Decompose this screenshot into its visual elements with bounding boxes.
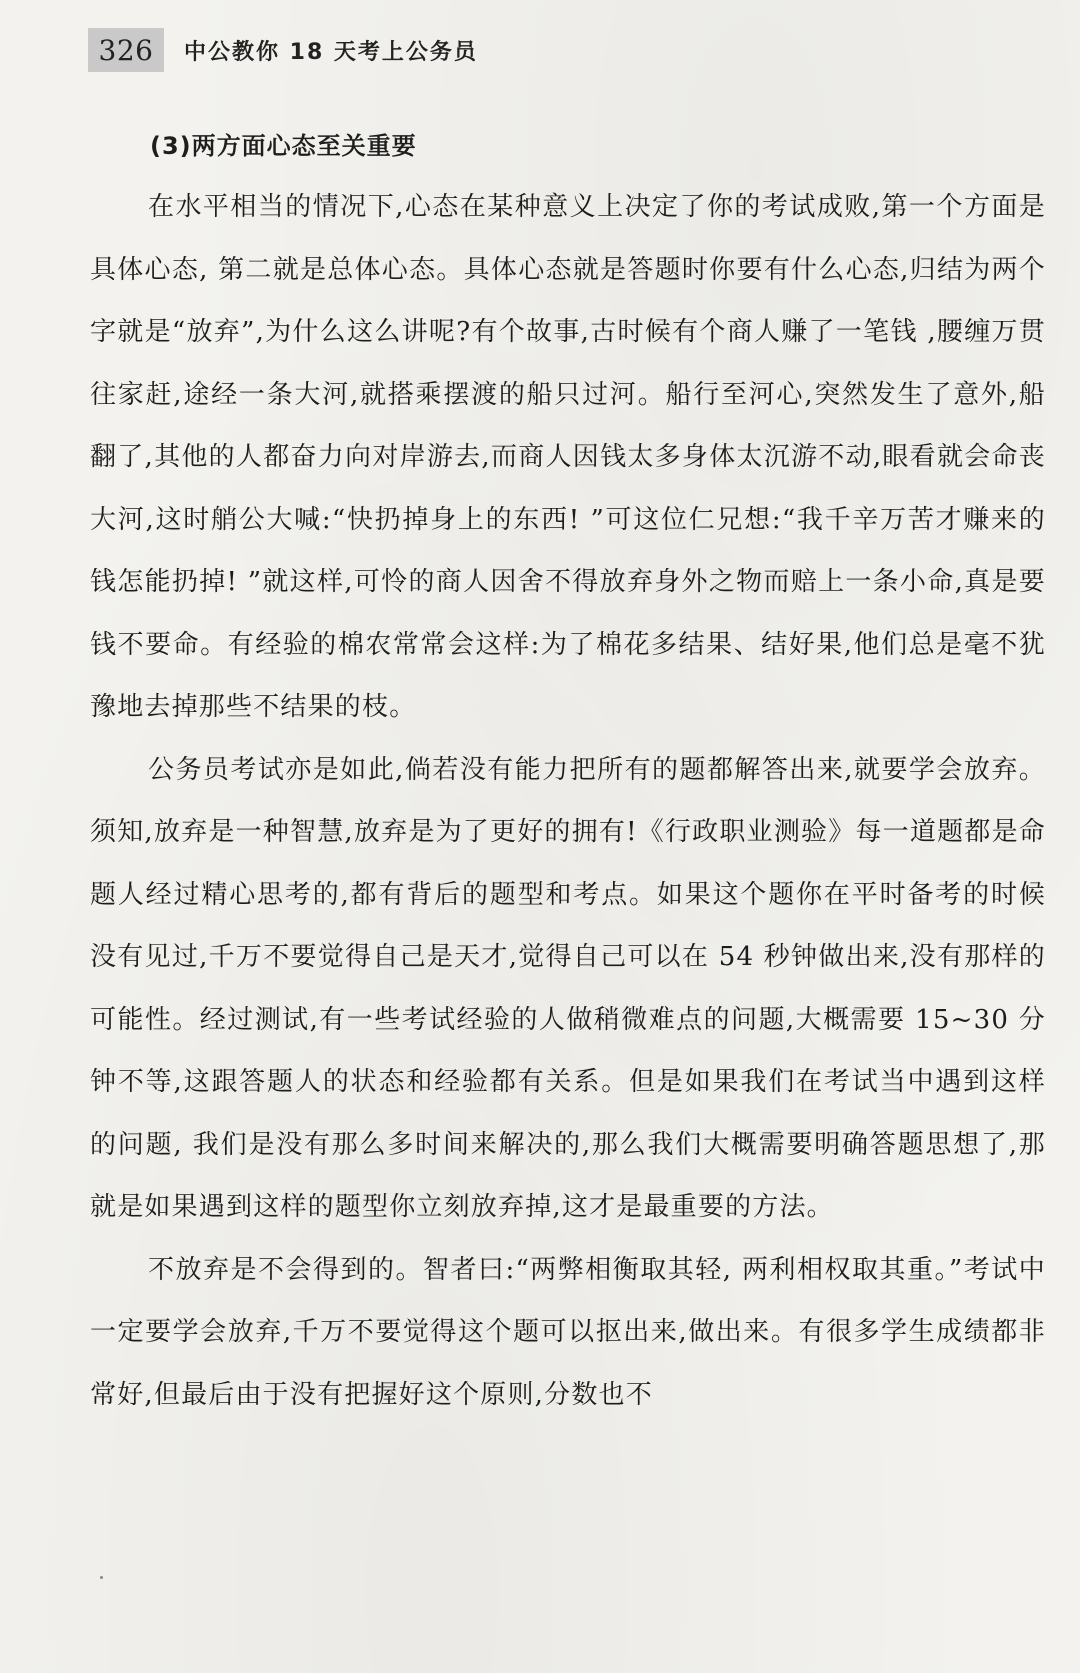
running-title: 中公教你 18 天考上公务员 [184,39,478,65]
page-header [88,28,478,72]
page-number: 326 [88,28,164,72]
body-text [90,176,1046,1426]
section-heading: (3)两方面心态至关重要 [150,132,417,160]
print-speck [100,1576,103,1579]
paragraph-give-up-principle: 不放弃是不会得到的。智者曰:“两弊相衡取其轻, 两利相权取其重。”考试中一定要学会放弃,千万不要觉得这个题可以抠出来,做出来。有很多学生成绩都非常好,但最后由于没有把握好这个原则,分数也不 [90,1254,1046,1410]
paragraph-mindset-story: 在水平相当的情况下,心态在某种意义上决定了你的考试成败,第一个方面是具体心态, 第二就是总体心态。具体心态就是答题时你要有什么心态,归结为两个字就是“放弃”,为什么这么讲呢?有个故事,古时候有个商人赚了一笔钱 ,腰缠万贯往家赶,途经一条大河,就搭乘摆渡的船只过河。船行至河心,突然发生了意外,船翻了,其他的人都奋力向对岸游去,而商人因钱太多身体太沉游不动,眼看就会命丧大河,这时艄公大喊:“快扔掉身上的东西! ”可这位仁兄想:“我千辛万苦才赚来的钱怎能扔掉! ”就这样,可怜的商人因舍不得放弃身外之物而赔上一条小命,真是要钱不要命。有经验的棉农常常会这样:为了棉花多结果、结好果,他们总是毫不犹豫地去掉那些不结果的枝。 [90,192,1046,722]
paragraph-exam-strategy: 公务员考试亦是如此,倘若没有能力把所有的题都解答出来,就要学会放弃。须知,放弃是一种智慧,放弃是为了更好的拥有!《行政职业测验》每一道题都是命题人经过精心思考的,都有背后的题型和考点。如果这个题你在平时备考的时候没有见过,千万不要觉得自己是天才,觉得自己可以在 54 秒钟做出来,没有那样的可能性。经过测试,有一些考试经验的人做稍微难点的问题,大概需要 15~30 分钟不等,这跟答题人的状态和经验都有关系。但是如果我们在考试当中遇到这样的问题, 我们是没有那么多时间来解决的,那么我们大概需要明确答题思想了,那就是如果遇到这样的题型你立刻放弃掉,这才是最重要的方法。 [90,754,1047,1222]
